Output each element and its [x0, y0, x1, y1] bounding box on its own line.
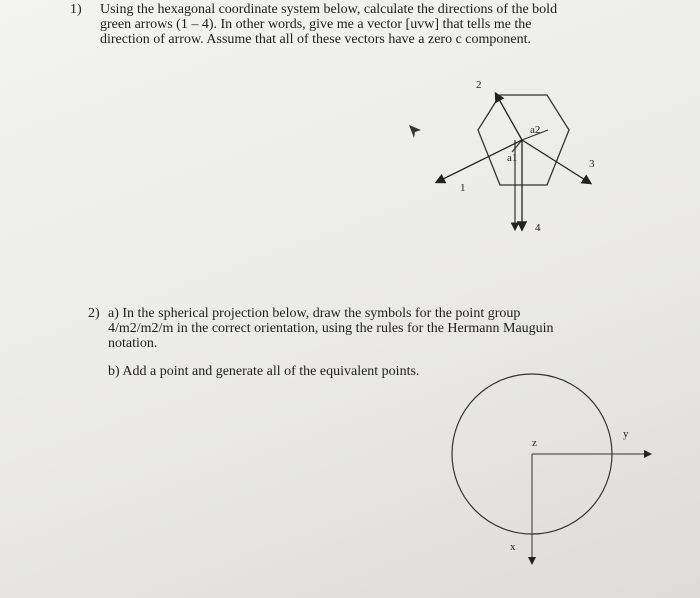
question-2-number: 2): [88, 306, 100, 321]
question-2-line-1: a) In the spherical projection below, draw the symbols for the point group: [108, 306, 521, 321]
hex-label-a1: a1: [507, 152, 518, 164]
projection-label-x: x: [510, 541, 516, 553]
arrow-3: [522, 140, 590, 183]
question-1-line-3: direction of arrow. Assume that all of these vectors have a zero c component.: [100, 32, 531, 47]
question-2-line-2: 4/m2/m2/m in the correct orientation, using the rules for the Hermann Mauguin: [108, 321, 554, 336]
question-1-line-1: Using the hexagonal coordinate system below, calculate the directions of the bold: [100, 2, 558, 17]
hex-label-a2: a2: [530, 124, 541, 136]
spherical-projection: [452, 374, 650, 563]
arrow-2: [496, 94, 522, 140]
hex-label-3: 3: [589, 158, 595, 170]
hexagonal-diagram: [409, 79, 595, 234]
question-2-part-b: b) Add a point and generate all of the equivalent points.: [108, 364, 420, 379]
question-1-number: 1): [70, 2, 82, 17]
question-2-line-3: notation.: [108, 336, 158, 351]
projection-label-z: z: [532, 437, 537, 449]
hex-label-4: 4: [535, 222, 541, 234]
hex-label-2: 2: [476, 79, 482, 91]
projection-label-y: y: [623, 428, 629, 440]
hex-label-1: 1: [460, 182, 466, 194]
question-1-line-2: green arrows (1 – 4). In other words, give me a vector [uvw] that tells me the: [100, 17, 532, 32]
cursor-arrow-icon: [409, 125, 421, 138]
